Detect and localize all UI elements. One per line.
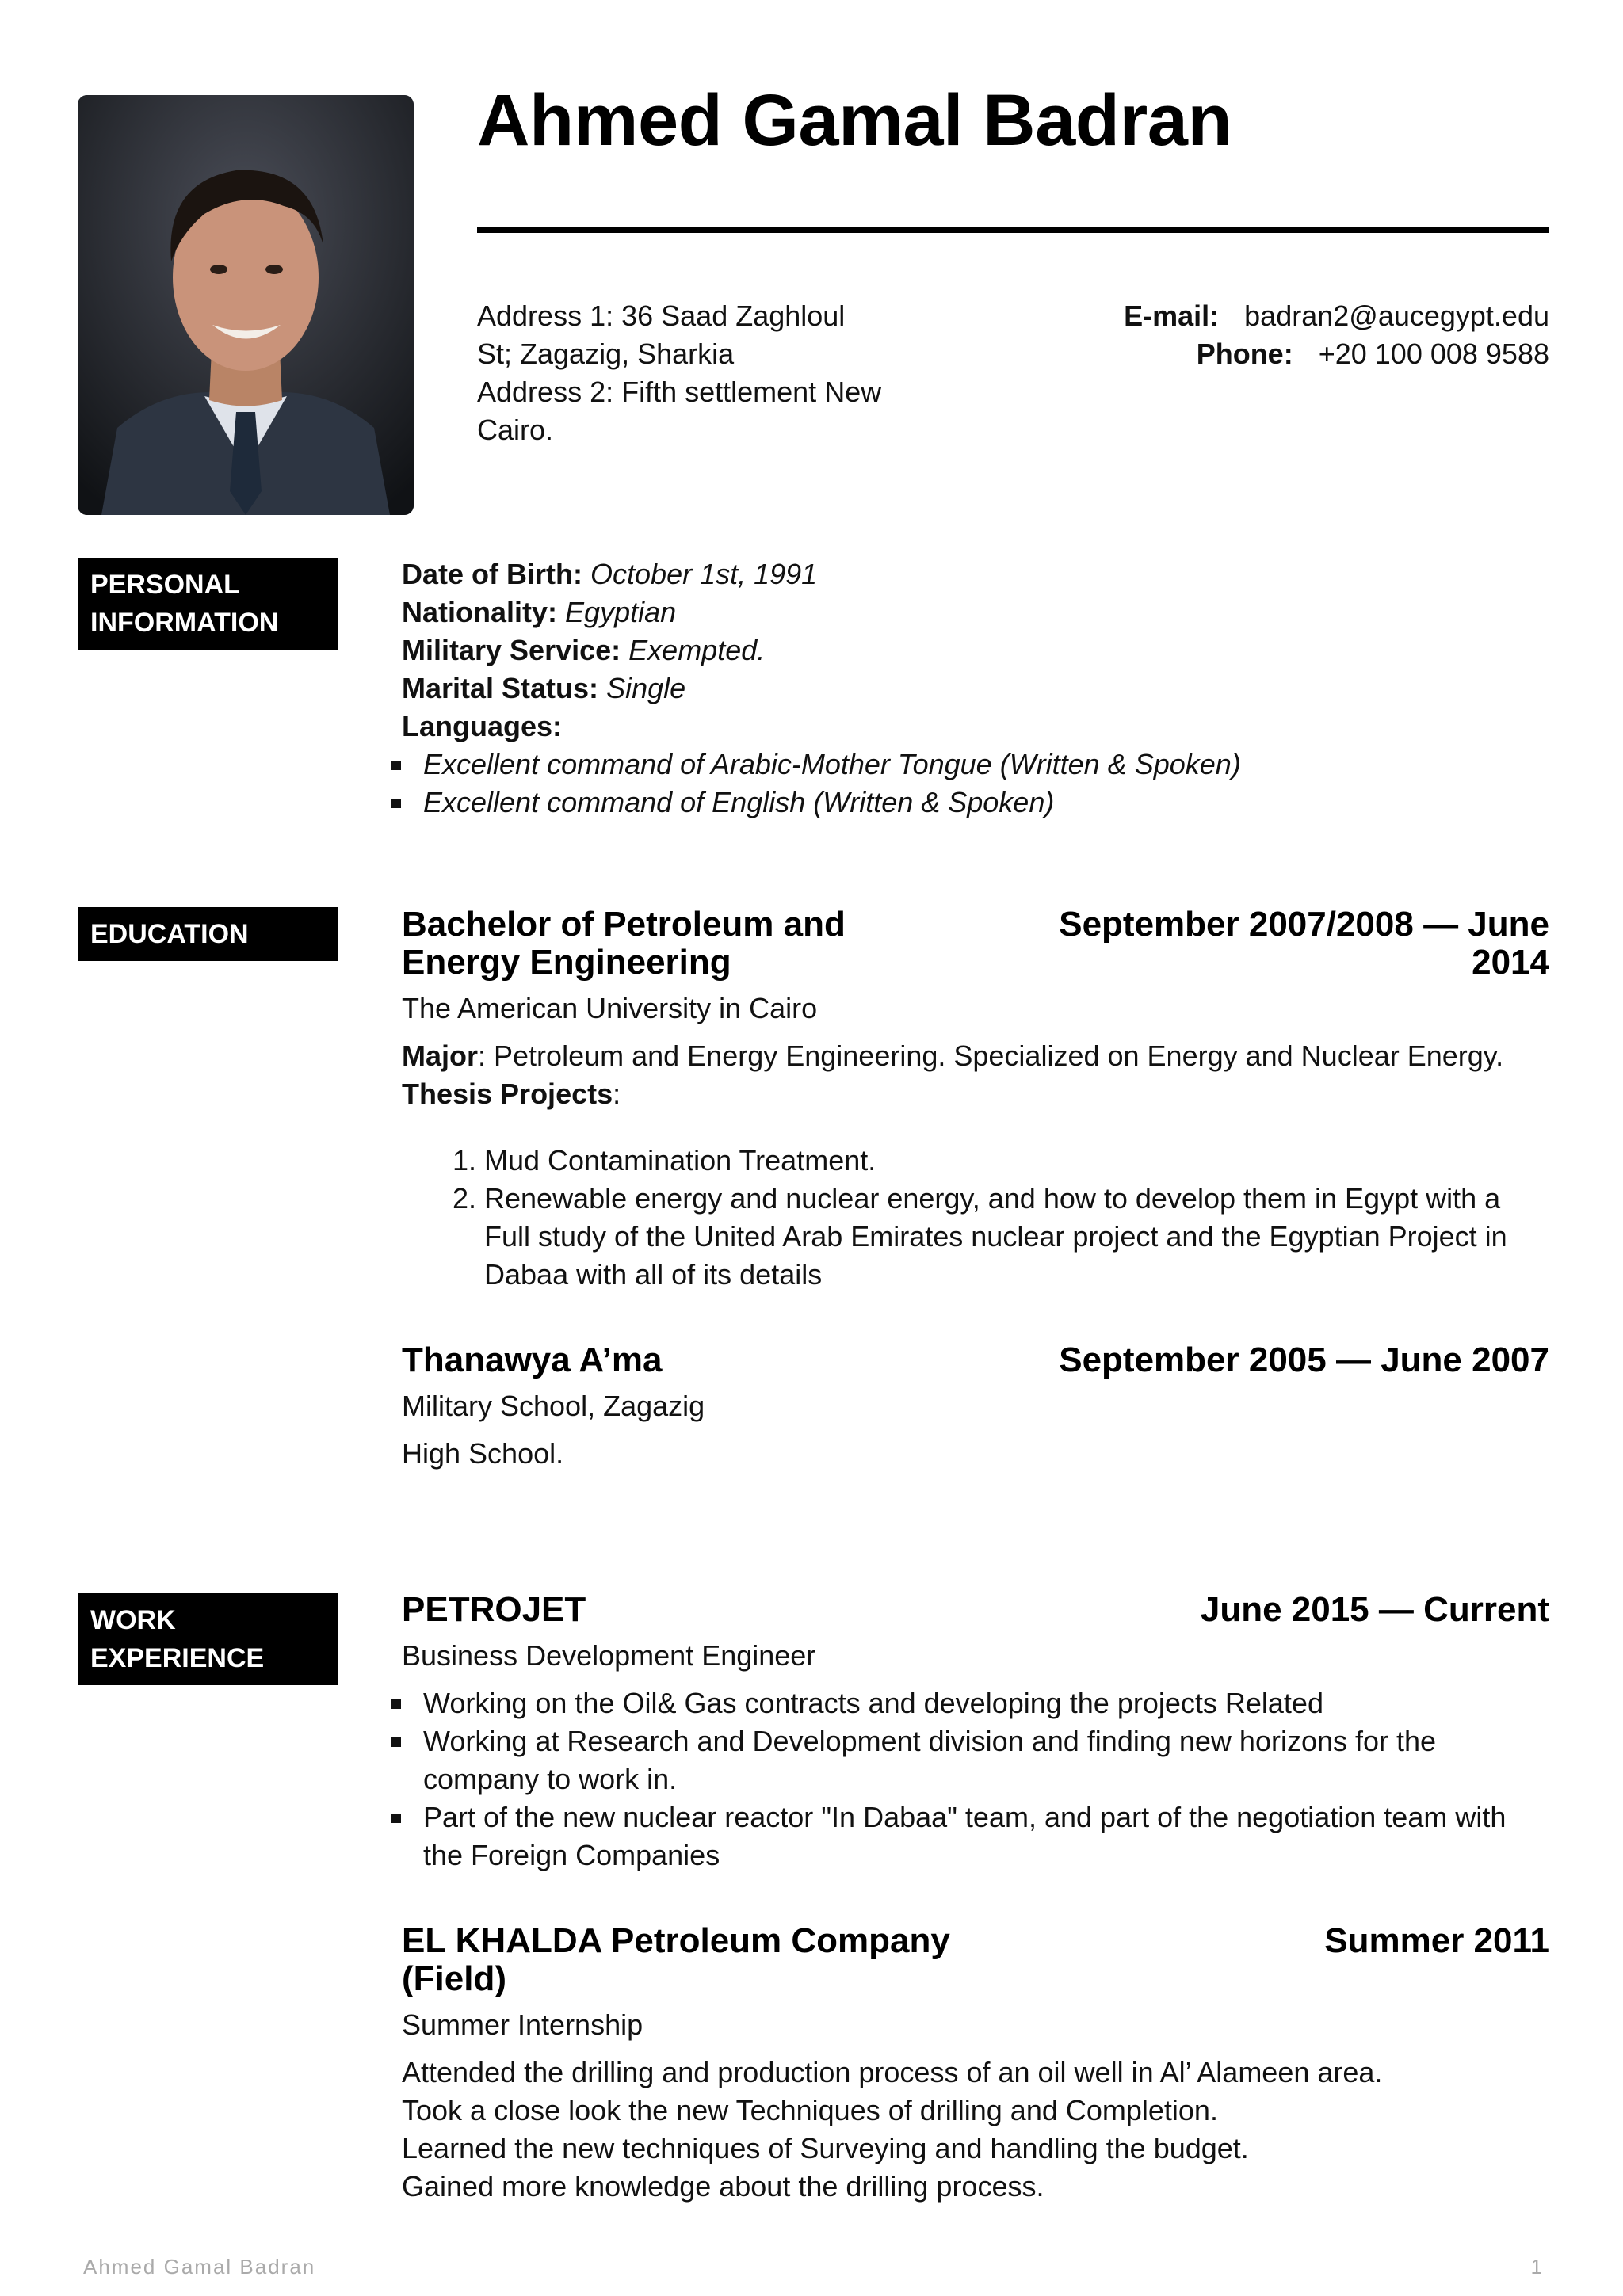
major-label: Major — [402, 1039, 479, 1072]
candidate-name: Ahmed Gamal Badran — [477, 80, 1232, 161]
degree-title: Bachelor of Petroleum and Energy Engineering — [402, 905, 846, 982]
marital-row — [402, 669, 1549, 707]
list-item: Part of the new nuclear reactor "In Dabaa" team, and part of the negotiation team with the Foreign Companies — [402, 1798, 1549, 1875]
education-note: High School. — [402, 1437, 564, 1470]
section-label-personal: PERSONAL INFORMATION — [78, 558, 338, 650]
phone-label: Phone: — [1196, 338, 1293, 370]
education-section — [402, 906, 1549, 1473]
education-entry-header — [402, 906, 1549, 982]
section-label-education: EDUCATION — [78, 907, 338, 961]
personal-info — [402, 555, 1549, 822]
job-role: Summer Internship — [402, 2008, 643, 2041]
military-row — [402, 631, 1549, 669]
company-name: EL KHALDA Petroleum Company (Field) — [402, 1921, 950, 1998]
degree-title: Thanawya A’ma — [402, 1341, 663, 1379]
degree-date: September 2007/2008 — June 2014 — [1059, 905, 1549, 982]
thesis-row: Thesis Projects: — [402, 1077, 621, 1110]
company-name: PETROJET — [402, 1590, 586, 1629]
address-line: Cairo. — [477, 414, 554, 446]
detail-line: Attended the drilling and production process of an oil well in Al’ Alameen area. — [402, 2056, 1383, 2088]
internship-details — [402, 2054, 1549, 2206]
contact-block — [1124, 297, 1549, 373]
email-value[interactable]: badran2@aucegypt.edu — [1244, 299, 1549, 332]
nationality-row — [402, 593, 1549, 631]
work-entry-header — [402, 1591, 1549, 1629]
phone-row — [1124, 335, 1549, 373]
header-divider — [477, 227, 1549, 233]
work-date: June 2015 — Current — [1200, 1590, 1549, 1629]
dob-value: October 1st, 1991 — [590, 558, 818, 590]
institution: Military School, Zagazig — [402, 1390, 705, 1422]
detail-line: Gained more knowledge about the drilling process. — [402, 2170, 1044, 2203]
institution: The American University in Cairo — [402, 992, 818, 1024]
work-entry-header — [402, 1922, 1549, 1998]
work-date: Summer 2011 — [1324, 1921, 1549, 1960]
job-role: Business Development Engineer — [402, 1639, 816, 1672]
languages-label: Languages: — [402, 710, 563, 742]
footer-name: Ahmed Gamal Badran — [83, 2255, 316, 2279]
work-section — [402, 1591, 1549, 2206]
thesis-list — [402, 1142, 1549, 1294]
nationality-value: Egyptian — [565, 596, 677, 628]
thesis-label: Thesis Projects — [402, 1077, 613, 1110]
list-item: Working at Research and Development division and finding new horizons for the company to work in. — [402, 1722, 1549, 1798]
marital-value: Single — [606, 672, 686, 704]
nationality-label: Nationality: — [402, 596, 558, 628]
detail-line: Took a close look the new Techniques of drilling and Completion. — [402, 2094, 1218, 2126]
list-item: Working on the Oil& Gas contracts and developing the projects Related — [402, 1684, 1549, 1722]
profile-photo — [78, 95, 414, 515]
military-label: Military Service: — [402, 634, 621, 666]
languages-list — [402, 746, 1549, 822]
address-line: Address 1: 36 Saad Zaghloul — [477, 299, 846, 332]
list-item: Excellent command of Arabic-Mother Tongue (Written & Spoken) — [402, 746, 1549, 784]
address-line: Address 2: Fifth settlement New — [477, 376, 882, 408]
list-item: 1. Mud Contamination Treatment. — [484, 1142, 1549, 1180]
phone-value: +20 100 008 9588 — [1318, 338, 1549, 370]
degree-date: September 2005 — June 2007 — [1059, 1341, 1549, 1379]
list-item: Excellent command of English (Written & Spoken) — [402, 784, 1549, 822]
dob-label: Date of Birth: — [402, 558, 582, 590]
military-value: Exempted. — [628, 634, 766, 666]
address-block — [477, 297, 953, 449]
email-label: E-mail: — [1124, 299, 1220, 332]
detail-line: Learned the new techniques of Surveying and handling the budget. — [402, 2132, 1249, 2164]
section-label-work: WORK EXPERIENCE — [78, 1593, 338, 1685]
address-line: St; Zagazig, Sharkia — [477, 338, 735, 370]
job-duties — [402, 1684, 1549, 1875]
email-row — [1124, 297, 1549, 335]
languages-row — [402, 707, 1549, 746]
major-value: : Petroleum and Energy Engineering. Specialized on Energy and Nuclear Energy. — [478, 1039, 1504, 1072]
education-entry-header — [402, 1341, 1549, 1379]
page-number: 1 — [1530, 2255, 1544, 2279]
portrait-image — [78, 95, 414, 515]
major-row — [402, 1037, 1549, 1075]
dob-row — [402, 555, 1549, 593]
list-item: 2. Renewable energy and nuclear energy, and how to develop them in Egypt with a Full study of the United Arab Emirates nuclear project and the Egyptian Project in Dabaa with all of its details — [484, 1180, 1549, 1294]
marital-label: Marital Status: — [402, 672, 599, 704]
